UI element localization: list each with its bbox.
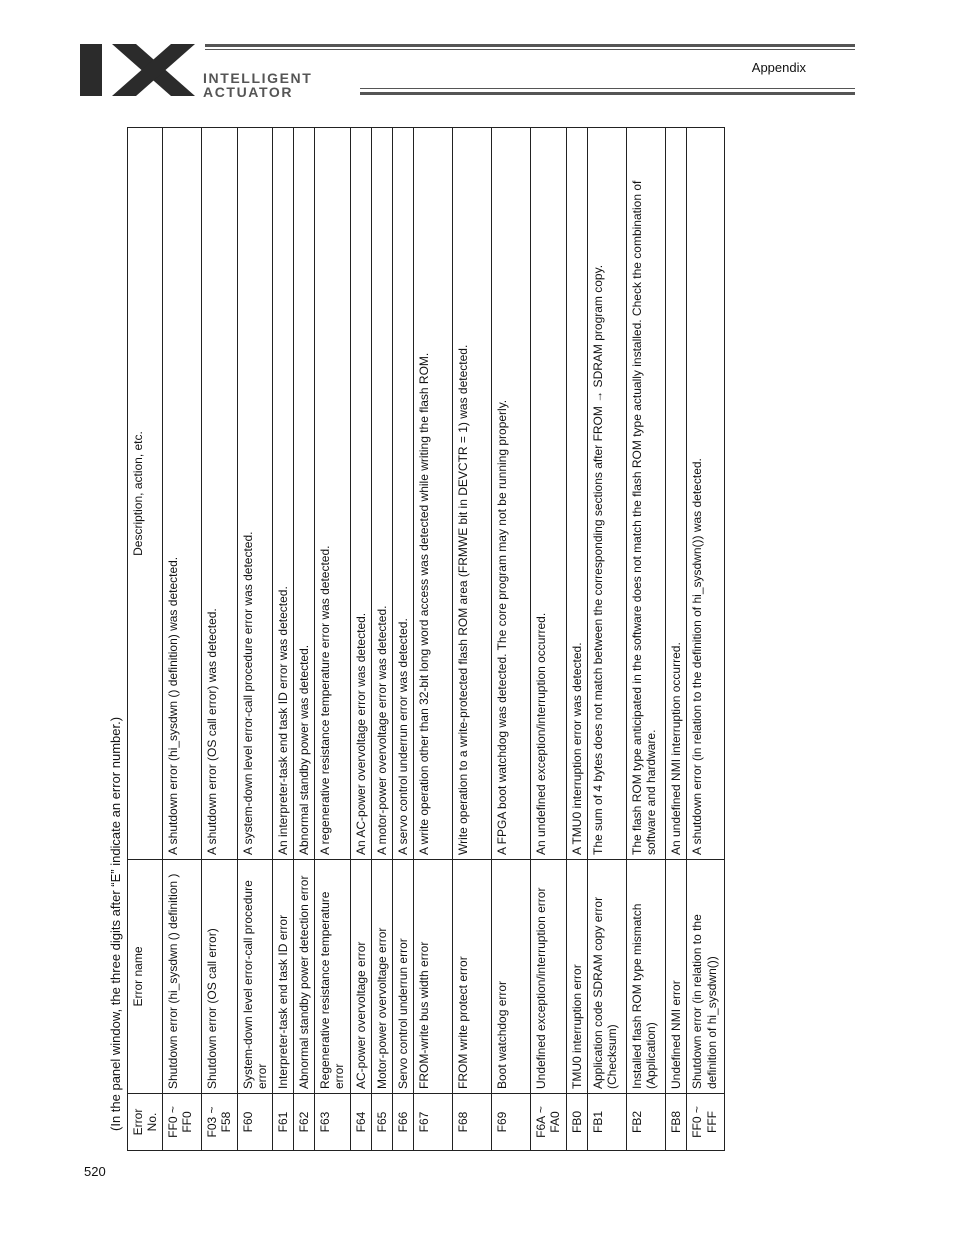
section-title: Appendix (751, 60, 806, 75)
table-row (588, 128, 627, 1151)
rotated-content (105, 128, 719, 1151)
error-description: An AC-power overvoltage error was detected. (350, 128, 371, 860)
error-no: FB2 (627, 1094, 666, 1151)
error-description: A TMU0 interruption error was detected. (567, 128, 588, 860)
table-row (666, 128, 687, 1151)
error-name: Interpreter-task end task ID error (272, 860, 293, 1094)
brand-line-2: ACTUATOR (203, 84, 294, 100)
error-no: F67 (414, 1094, 453, 1151)
error-name: Regenerative resistance temperature error (315, 860, 350, 1094)
table-row (531, 128, 567, 1151)
error-name: System-down level error-call procedure error (237, 860, 272, 1094)
table-header-row (128, 128, 163, 1151)
header-error-name: Error name (128, 860, 163, 1094)
error-name: FROM write protect error (453, 860, 492, 1094)
error-no: F63 (315, 1094, 350, 1151)
error-name: AC-power overvoltage error (350, 860, 371, 1094)
error-name: Undefined exception/interruption error (531, 860, 567, 1094)
table-row (453, 128, 492, 1151)
table-row (202, 128, 237, 1151)
error-no: FB8 (666, 1094, 687, 1151)
error-no: FF0 ~ FF0 (163, 1094, 202, 1151)
error-no: F03 ~ F58 (202, 1094, 237, 1151)
table-row (567, 128, 588, 1151)
error-no: F69 (492, 1094, 531, 1151)
error-name: Shutdown error (in relation to the definition of hi_sysdwn()) (687, 860, 725, 1094)
error-description: A regenerative resistance temperature error was detected. (315, 128, 350, 860)
table-row (294, 128, 315, 1151)
error-name: FROM-write bus width error (414, 860, 453, 1094)
error-table (127, 127, 725, 1151)
error-no: FB1 (588, 1094, 627, 1151)
table-row (163, 128, 202, 1151)
page-number: 520 (84, 1164, 106, 1179)
error-name: Boot watchdog error (492, 860, 531, 1094)
error-description: Write operation to a write-protected flash ROM area (FRMWE bit in DEVCTR = 1) was detected. (453, 128, 492, 860)
header-rule (360, 88, 855, 89)
error-description: An undefined NMI interruption occurred. (666, 128, 687, 860)
error-name: Motor-power overvoltage error (371, 860, 392, 1094)
error-no: F68 (453, 1094, 492, 1151)
error-name: Shutdown error (OS call error) (202, 860, 237, 1094)
error-name: Installed flash ROM type mismatch (Application) (627, 860, 666, 1094)
error-description: Abnormal standby power was detected. (294, 128, 315, 860)
table-row (371, 128, 392, 1151)
table-row (237, 128, 272, 1151)
error-name: TMU0 interruption error (567, 860, 588, 1094)
table-row (272, 128, 293, 1151)
brand-line-1: INTELLIGENT (203, 70, 313, 86)
error-no: F62 (294, 1094, 315, 1151)
error-description: A motor-power overvoltage error was detected. (371, 128, 392, 860)
error-description: An interpreter-task end task ID error was detected. (272, 128, 293, 860)
error-no: F6A ~ FA0 (531, 1094, 567, 1151)
header-rule (360, 92, 855, 95)
ix-logo (80, 44, 195, 96)
table-row (350, 128, 371, 1151)
table-row (627, 128, 666, 1151)
error-no: F60 (237, 1094, 272, 1151)
header-rule (205, 44, 855, 47)
header-rule (205, 49, 855, 50)
error-description: The sum of 4 bytes does not match between the corresponding sections after FROM → SDRAM program copy. (588, 128, 627, 860)
error-name: Shutdown error (hi_sysdwn () definition ) (163, 860, 202, 1094)
table-caption: (In the panel window, the three digits after “E” indicate an error number.) (108, 716, 123, 1131)
error-no: FF0 ~ FFF (687, 1094, 725, 1151)
error-description: A FPGA boot watchdog was detected. The core program may not be running properly. (492, 128, 531, 860)
table-row (414, 128, 453, 1151)
error-description: A write operation other than 32-bit long word access was detected while writing the flash ROM. (414, 128, 453, 860)
table-row (687, 128, 725, 1151)
error-name: Abnormal standby power detection error (294, 860, 315, 1094)
error-no: F65 (371, 1094, 392, 1151)
error-description: A shutdown error (hi_sysdwn () definition) was detected. (163, 128, 202, 860)
error-no: F66 (392, 1094, 413, 1151)
error-name: Application code SDRAM copy error (Checksum) (588, 860, 627, 1094)
header-error-no: Error No. (128, 1094, 163, 1151)
table-row (492, 128, 531, 1151)
error-description: A shutdown error (in relation to the definition of hi_sysdwn()) was detected. (687, 128, 725, 860)
error-description: An undefined exception/interruption occurred. (531, 128, 567, 860)
table-row (315, 128, 350, 1151)
error-description: A system-down level error-call procedure error was detected. (237, 128, 272, 860)
error-description: The flash ROM type anticipated in the software does not match the flash ROM type actually installed. Check the combination of software and hardware. (627, 128, 666, 860)
error-no: FB0 (567, 1094, 588, 1151)
header-description: Description, action, etc. (128, 128, 163, 860)
error-description: A servo control underrun error was detected. (392, 128, 413, 860)
error-description: A shutdown error (OS call error) was detected. (202, 128, 237, 860)
error-no: F64 (350, 1094, 371, 1151)
error-name: Servo control underrun error (392, 860, 413, 1094)
error-no: F61 (272, 1094, 293, 1151)
error-name: Undefined NMI error (666, 860, 687, 1094)
table-row (392, 128, 413, 1151)
